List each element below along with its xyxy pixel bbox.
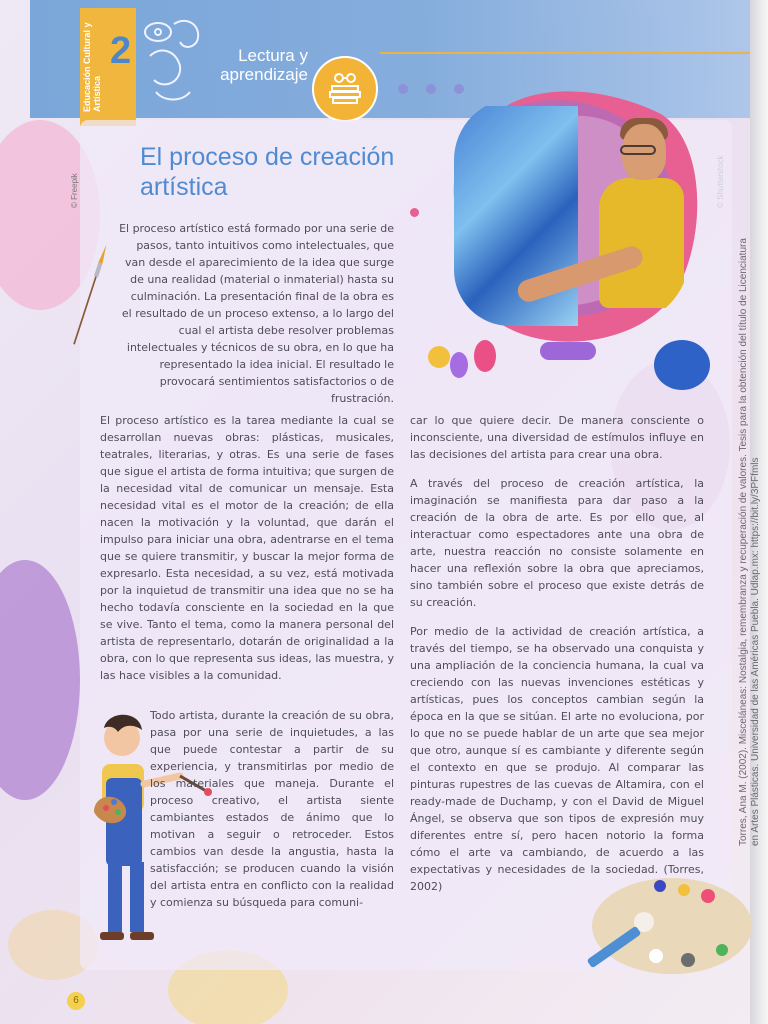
column2-text <box>410 412 704 907</box>
paint-stroke <box>540 342 596 360</box>
subject-label: Educación Cultural y Artística <box>82 22 102 112</box>
column2-paragraph2: A través del proceso de creación artística, la imaginación se manifiesta para dar paso a la creación de la obra de arte. Es por ello que, al interactuar como espectadores ante una obra de arte, nuestra reacción no consiste solamente en hacer una reflexión sobre la obra que apreciamos, sino también sobre el proceso que existe detrás de su creación. <box>410 477 704 609</box>
reference-citation: Torres, Ana M. (2002). Misceláneas: Nostalgia, remembranza y recuperación de valores. Tesis para la obtención del título de Licenciatura en Artes Plásticas. Universidad de las Américas Puebla. Udlap.mx: https://bit.ly/3PFfmls <box>738 238 761 846</box>
lectura-icon <box>312 56 378 122</box>
background-splash <box>0 560 80 800</box>
artist-shirt <box>599 178 684 308</box>
column1-paragraph2: Todo artista, durante la creación de su obra, pasa por una serie de inquietudes, a las que puede contestar a partir de su experiencia, y transmitirlas por medio de los materiales que maneja. Durante el proceso creativo, el artista siente cambiantes estados de ánimo que lo motivan a seguir o retroceder. Estos cambios van desde la angustia, hasta la satisfacción; se producen cuando la visión del artista entra en conflicto con la realidad y comienza su búsqueda para comuni- <box>150 709 394 909</box>
section-number: 2 <box>110 30 132 72</box>
freepik-credit: © Freepik <box>70 173 79 208</box>
blue-painting <box>454 106 578 326</box>
paint-splat <box>654 340 710 390</box>
paint-drop <box>450 352 468 378</box>
artist-photo <box>454 98 690 326</box>
paint-drop <box>474 340 496 372</box>
palette-icon <box>586 868 756 988</box>
decor-dot <box>426 84 436 94</box>
article-intro: El proceso artístico está formado por una serie de pasos, tanto intuitivos como intelectuales, que van desde el aparecimiento de la idea que surge de una realidad (material o inmaterial) hasta su culminación. La presentación final de la obra es el resultado de un proceso extenso, a lo largo del cual el artista debe resolver problemas intelectuales y técnicos de su obra, en lo que ha representado la idea inicial. El resultado le provocará sentimientos satisfactorios o de frustración. <box>119 222 394 405</box>
decor-dot <box>398 84 408 94</box>
page-number: 6 <box>67 992 85 1010</box>
decor-dot <box>410 208 419 217</box>
column2-paragraph3: Por medio de la actividad de creación artística, a través del tiempo, se ha observado una conquista y una ampliación de la conciencia humana, la cual va creciendo con las nuevas invenciones estéticas y artísticas, pues los conceptos cambian según la época en la que se sitúan. El arte no evoluciona, por lo que no se puede hablar de un arte que sea mejor que otro, aunque sí es cambiante y diferente según el contexto en que se produjo. Al comparar las pinturas rupestres de las cuevas de Altamira, con el ready-made de Duchamp, y con el David de Miguel Ángel, se observa que son tipos de expresión muy diferentes entre sí, pero hacen notorio la forma cómo el arte va cambiando, de acuerdo a las expectativas y necesidades de la sociedad. (Torres, 2002) <box>410 625 704 893</box>
decor-dot <box>454 84 464 94</box>
article-title: El proceso de creación artística <box>140 143 395 201</box>
column2-paragraph1: car lo que quiere decir. De manera consciente o inconsciente, una diversidad de estímulos influye en las decisiones del artista para crear una obra. <box>410 414 704 461</box>
header-divider <box>380 52 750 54</box>
section-title: Lectura y aprendizaje <box>220 46 308 84</box>
glasses <box>620 145 656 155</box>
column1-paragraph1: El proceso artístico es la tarea mediante la cual se desarrollan nuevas obras: plásticas, musicales, teatrales, literarias, y otras. Es una serie de fases que sigue el artista de forma intuitiva; que surgen de la necesidad vital de comunicar un mensaje. Esta necesidad vital es el motor de la creación; de ella nacen la motivación y la voluntad, que darán el impulso para iniciar una obra, adentrarse en el tema que se quiere transmitir, y buscar la mejor forma de expresarlo. Esta necesidad, a su vez, está motivada por la inquietud de transmitir una idea que no se ha hecho todavía consciente en la sociedad en la que se vive. Tanto el tema, como la manera personal del artista de representarlo, dotarán de originalidad a la obra, con lo que representa sus ideas, las muestra, y las hace visibles a la comunidad. <box>100 414 394 682</box>
paint-drop <box>428 346 450 368</box>
